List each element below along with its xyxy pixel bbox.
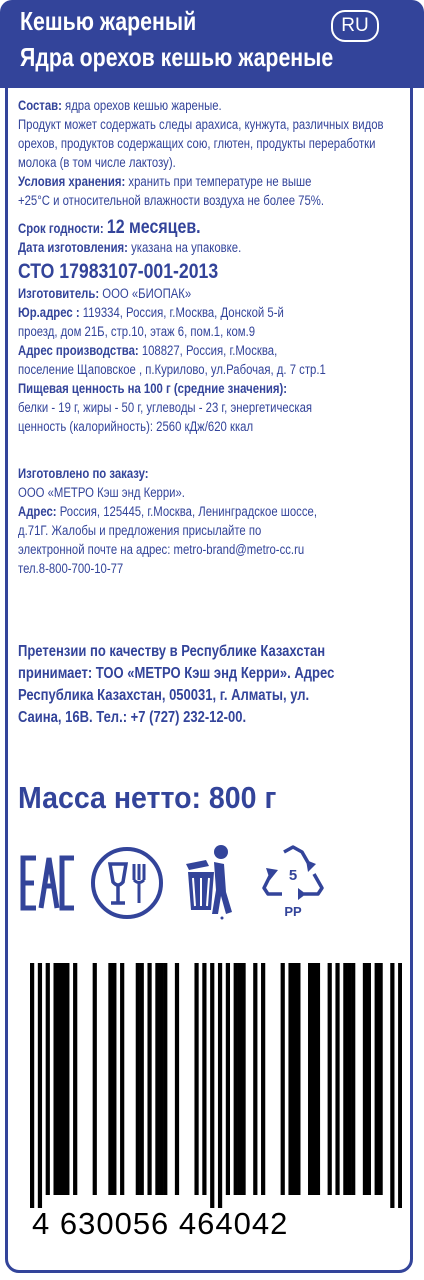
barcode-bar [390,963,394,1208]
barcode-bar [136,963,140,1195]
ean13-barcode [30,963,402,1208]
barcode-bar [379,963,383,1195]
barcode-bar [253,963,257,1195]
barcode-bar [93,963,97,1195]
barcode-bar [281,963,285,1195]
barcode-bar [175,963,179,1195]
barcode-bar [159,963,163,1195]
barcode-bar [238,963,242,1195]
tidyman-bin-icon [176,842,242,922]
barcode-bar [375,963,379,1195]
barcode-bar [112,963,116,1195]
barcode-digits: 4 630056 464042 [32,1206,289,1241]
barcode-bar [335,963,339,1195]
recycle-number: 5 [288,867,298,884]
barcode-bar [194,963,198,1195]
production-address: Адрес производства: 108827, Россия, г.Москва, [18,343,278,358]
ordered-by-email: электронной почте на адрес: metro-brand@metro-cc.ru [18,542,305,557]
barcode-bar [234,963,238,1195]
manufacturer: Изготовитель: ООО «БИОПАК» [18,286,192,301]
shelf-life: Срок годности: 12 месяцев. [18,217,201,238]
barcode-bar [108,963,112,1195]
storage-conditions-2: +25°С и относительной влажности воздуха не более 75%. [18,193,325,208]
barcode-bar [73,963,77,1195]
barcode-bar [308,963,312,1195]
allergen-note-3: молока (в том числе лактозу). [18,155,176,170]
barcode-bar [140,963,144,1195]
standard-number: СТО 17983107-001-2013 [18,260,219,283]
allergen-note-2: орехов, продуктов содержащих сою, глютен, продукты переработки [18,136,376,151]
barcode-bar [312,963,316,1195]
barcode-bar [296,963,300,1195]
barcode-bar [210,963,214,1208]
barcode-bar [120,963,124,1195]
barcode-bar [226,963,230,1195]
composition: Состав: ядра орехов кешью жареные. [18,98,222,113]
ordered-by-company: ООО «МЕТРО Кэш энд Керри». [18,485,185,500]
barcode-bar [316,963,320,1195]
legal-address: Юр.адрес : 119334, Россия, г.Москва, Донской 5-й [18,305,284,320]
storage-conditions: Условия хранения: хранить при температуре не выше [18,174,312,189]
barcode-bar [347,963,351,1195]
barcode-bar [241,963,245,1195]
barcode-bar [163,963,167,1195]
kazakhstan-claims: Претензии по качеству в Республике Казахстан принимает: ТОО «МЕТРО Кэш энд Керри». Адрес Республика Казахстан, 050031, г. Алматы, ул. Саина, 16В. Тел.: +7 (727) 232-12-00. [18,643,335,726]
barcode-bar [57,963,61,1195]
certification-icons [18,840,398,930]
barcode-bar [46,963,50,1195]
ordered-by-address: Адрес: Россия, 125445, г.Москва, Ленинградское шоссе, [18,504,317,519]
label-text-block [18,96,418,578]
barcode-bar [351,963,355,1195]
barcode-bar [292,963,296,1195]
product-subtitle: Ядра орехов кешью жареные [20,42,334,72]
barcode-bar [363,963,367,1195]
barcode-bar [218,963,222,1208]
glass-fork-icon [90,846,164,920]
production-address-2: поселение Щаповское , п.Курилово, ул.Рабочая, д. 7 стр.1 [18,362,326,377]
manufacture-date: Дата изготовления: указана на упаковке. [18,240,242,255]
barcode-bar [53,963,57,1195]
language-badge: RU [331,10,379,42]
barcode-bar [61,963,65,1195]
product-title: Кешью жареный [20,6,197,36]
barcode-bar [288,963,292,1195]
legal-address-2: проезд, дом 21Б, стр.10, этаж 6, пом.1, ком.9 [18,324,256,339]
allergen-note-1: Продукт может содержать следы арахиса, кунжута, различных видов [18,117,384,132]
net-mass: Масса нетто: 800 г [18,780,277,815]
barcode-bar [343,963,347,1195]
recycle-icon [258,844,328,924]
ordered-by-heading: Изготовлено по заказу: [18,466,149,481]
recycle-material: PP [284,904,302,919]
nutrition-heading: Пищевая ценность на 100 г (средние значения): [18,381,288,396]
barcode-bar [398,963,402,1208]
barcode-bar [367,963,371,1195]
barcode-bar [30,963,34,1208]
eac-mark-icon [20,854,76,912]
barcode-bar [155,963,159,1195]
nutrition-values: белки - 19 г, жиры - 50 г, углеводы - 23 г, энергетическая [18,400,313,415]
ordered-by-address-2: д.71Г. Жалобы и предложения присылайте по [18,523,262,538]
barcode-bar [38,963,42,1208]
title-banner [0,0,424,88]
ordered-by-phone: тел.8-800-700-10-77 [18,561,124,576]
barcode-bar [261,963,265,1195]
nutrition-energy: ценность (калорийность): 2560 кДж/620 ккал [18,419,254,434]
barcode-bar [328,963,332,1195]
barcode-bar [147,963,151,1195]
barcode-bar [65,963,69,1195]
barcode-bar [202,963,206,1195]
